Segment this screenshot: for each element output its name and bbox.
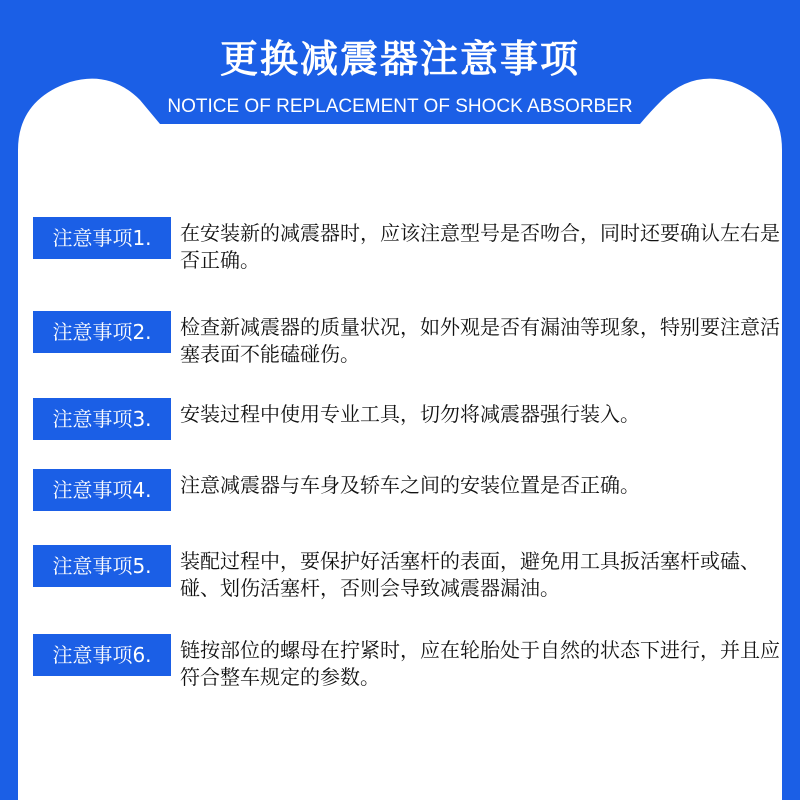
page-subtitle: NOTICE OF REPLACEMENT OF SHOCK ABSORBER — [167, 96, 633, 117]
notice-label: 注意事项1. — [33, 217, 171, 259]
notice-text: 安装过程中使用专业工具，切勿将减震器强行装入。 — [180, 402, 640, 426]
notice-text: 在安装新的减震器时，应该注意型号是否吻合，同时还要确认左右是否正确。 — [180, 221, 780, 272]
notice-label: 注意事项3. — [33, 398, 171, 440]
notice-label: 注意事项2. — [33, 311, 171, 353]
page-title: 更换减震器注意事项 — [219, 37, 580, 81]
notice-text: 检查新减震器的质量状况，如外观是否有漏油等现象，特别要注意活塞表面不能磕碰伤。 — [180, 315, 780, 366]
notice-label: 注意事项6. — [33, 634, 171, 676]
notice-text: 链按部位的螺母在拧紧时，应在轮胎处于自然的状态下进行，并且应符合整车规定的参数。 — [180, 638, 780, 689]
notice-label: 注意事项4. — [33, 469, 171, 511]
notice-text: 装配过程中，要保护好活塞杆的表面，避免用工具扳活塞杆或磕、碰、划伤活塞杆，否则会导致减震器漏油。 — [180, 549, 760, 600]
notice-label: 注意事项5. — [33, 545, 171, 587]
notice-text: 注意减震器与车身及轿车之间的安装位置是否正确。 — [180, 473, 640, 497]
